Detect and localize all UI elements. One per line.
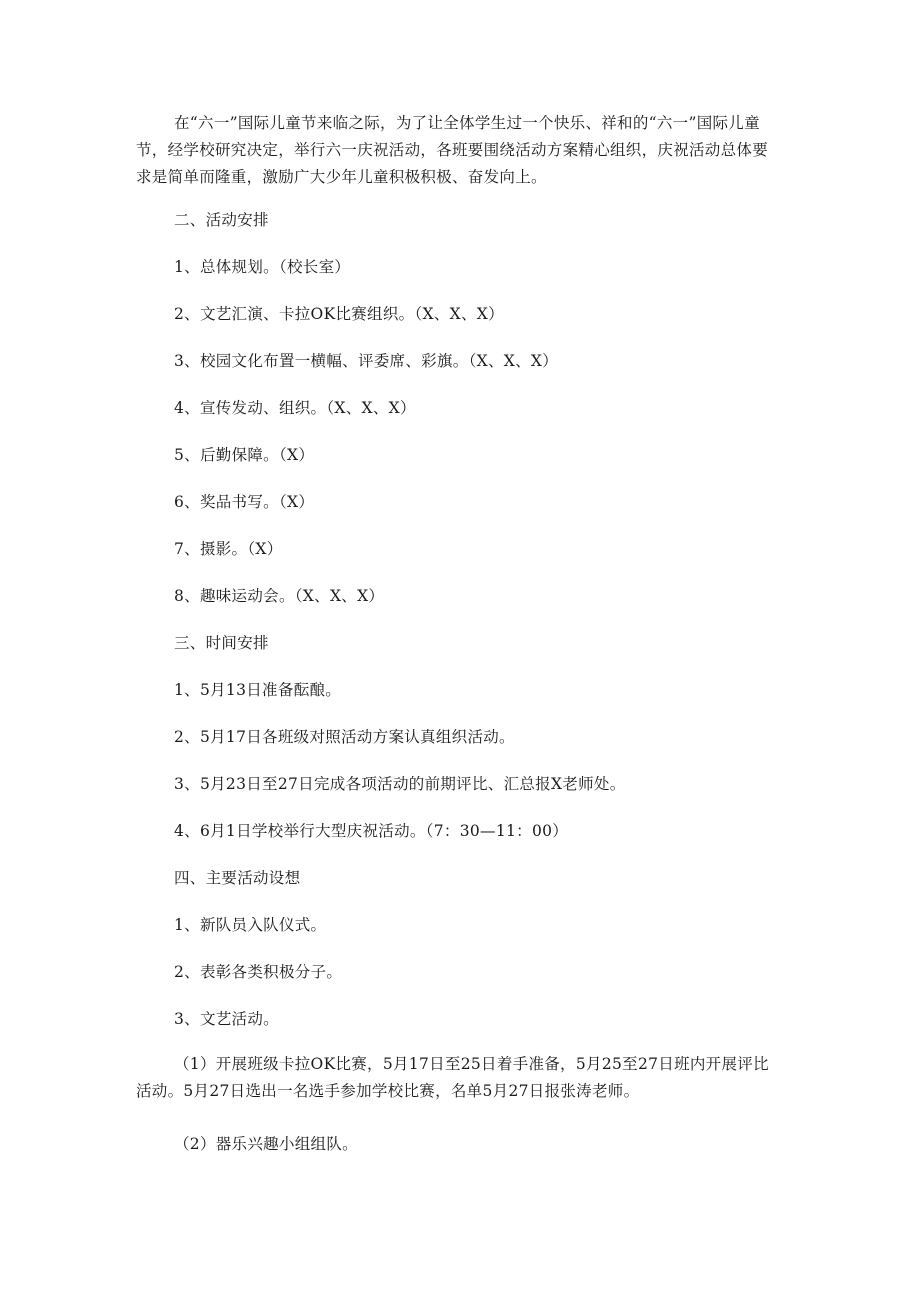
list-item: 2、5月17日各班级对照活动方案认真组织活动。 — [174, 728, 515, 746]
list-item: 3、校园文化布置一横幅、评委席、彩旗。（X、X、X） — [174, 352, 559, 370]
intro-paragraph: 在“六一”国际儿童节来临之际，为了让全体学生过一个快乐、祥和的“六一”国际儿童节，经学校研究决定，举行六一庆祝活动，各班要围绕活动方案精心组织，庆祝活动总体要求是简单而隆重，激励广大少年儿童积极积极、奋发向上。 — [136, 114, 769, 186]
list-item: 3、5月23日至27日完成各项活动的前期评比、汇总报X老师处。 — [174, 775, 626, 793]
list-item: 1、总体规划。（校长室） — [174, 258, 351, 276]
sub-item-karaoke: （1）开展班级卡拉OK比赛，5月17日至25日着手准备，5月25至27日班内开展评比活动。5月27日选出一名选手参加学校比赛，名单5月27日报张涛老师。 — [136, 1055, 769, 1100]
list-item: 2、文艺汇演、卡拉OK比赛组织。（X、X、X） — [174, 305, 504, 323]
list-item: 5、后勤保障。（X） — [174, 446, 315, 464]
list-item: 8、趣味运动会。（X、X、X） — [174, 587, 385, 605]
list-item: 7、摄影。（X） — [174, 540, 283, 558]
list-item: 6、奖品书写。（X） — [174, 493, 315, 511]
list-item: 1、5月13日准备酝酿。 — [174, 681, 342, 699]
section-heading-main-activities: 四、主要活动设想 — [174, 869, 301, 887]
list-item: 1、新队员入队仪式。 — [174, 916, 327, 934]
list-item: 4、6月1日学校举行大型庆祝活动。（7：30—11：00） — [174, 822, 569, 840]
list-item: 2、表彰各类积极分子。 — [174, 963, 343, 981]
sub-item-instruments: （2）器乐兴趣小组组队。 — [174, 1135, 358, 1153]
list-item: 3、文艺活动。 — [174, 1010, 279, 1028]
list-item: 4、宣传发动、组织。（X、X、X） — [174, 399, 416, 417]
section-heading-schedule: 三、时间安排 — [174, 634, 269, 652]
section-heading-activities: 二、活动安排 — [174, 211, 269, 229]
